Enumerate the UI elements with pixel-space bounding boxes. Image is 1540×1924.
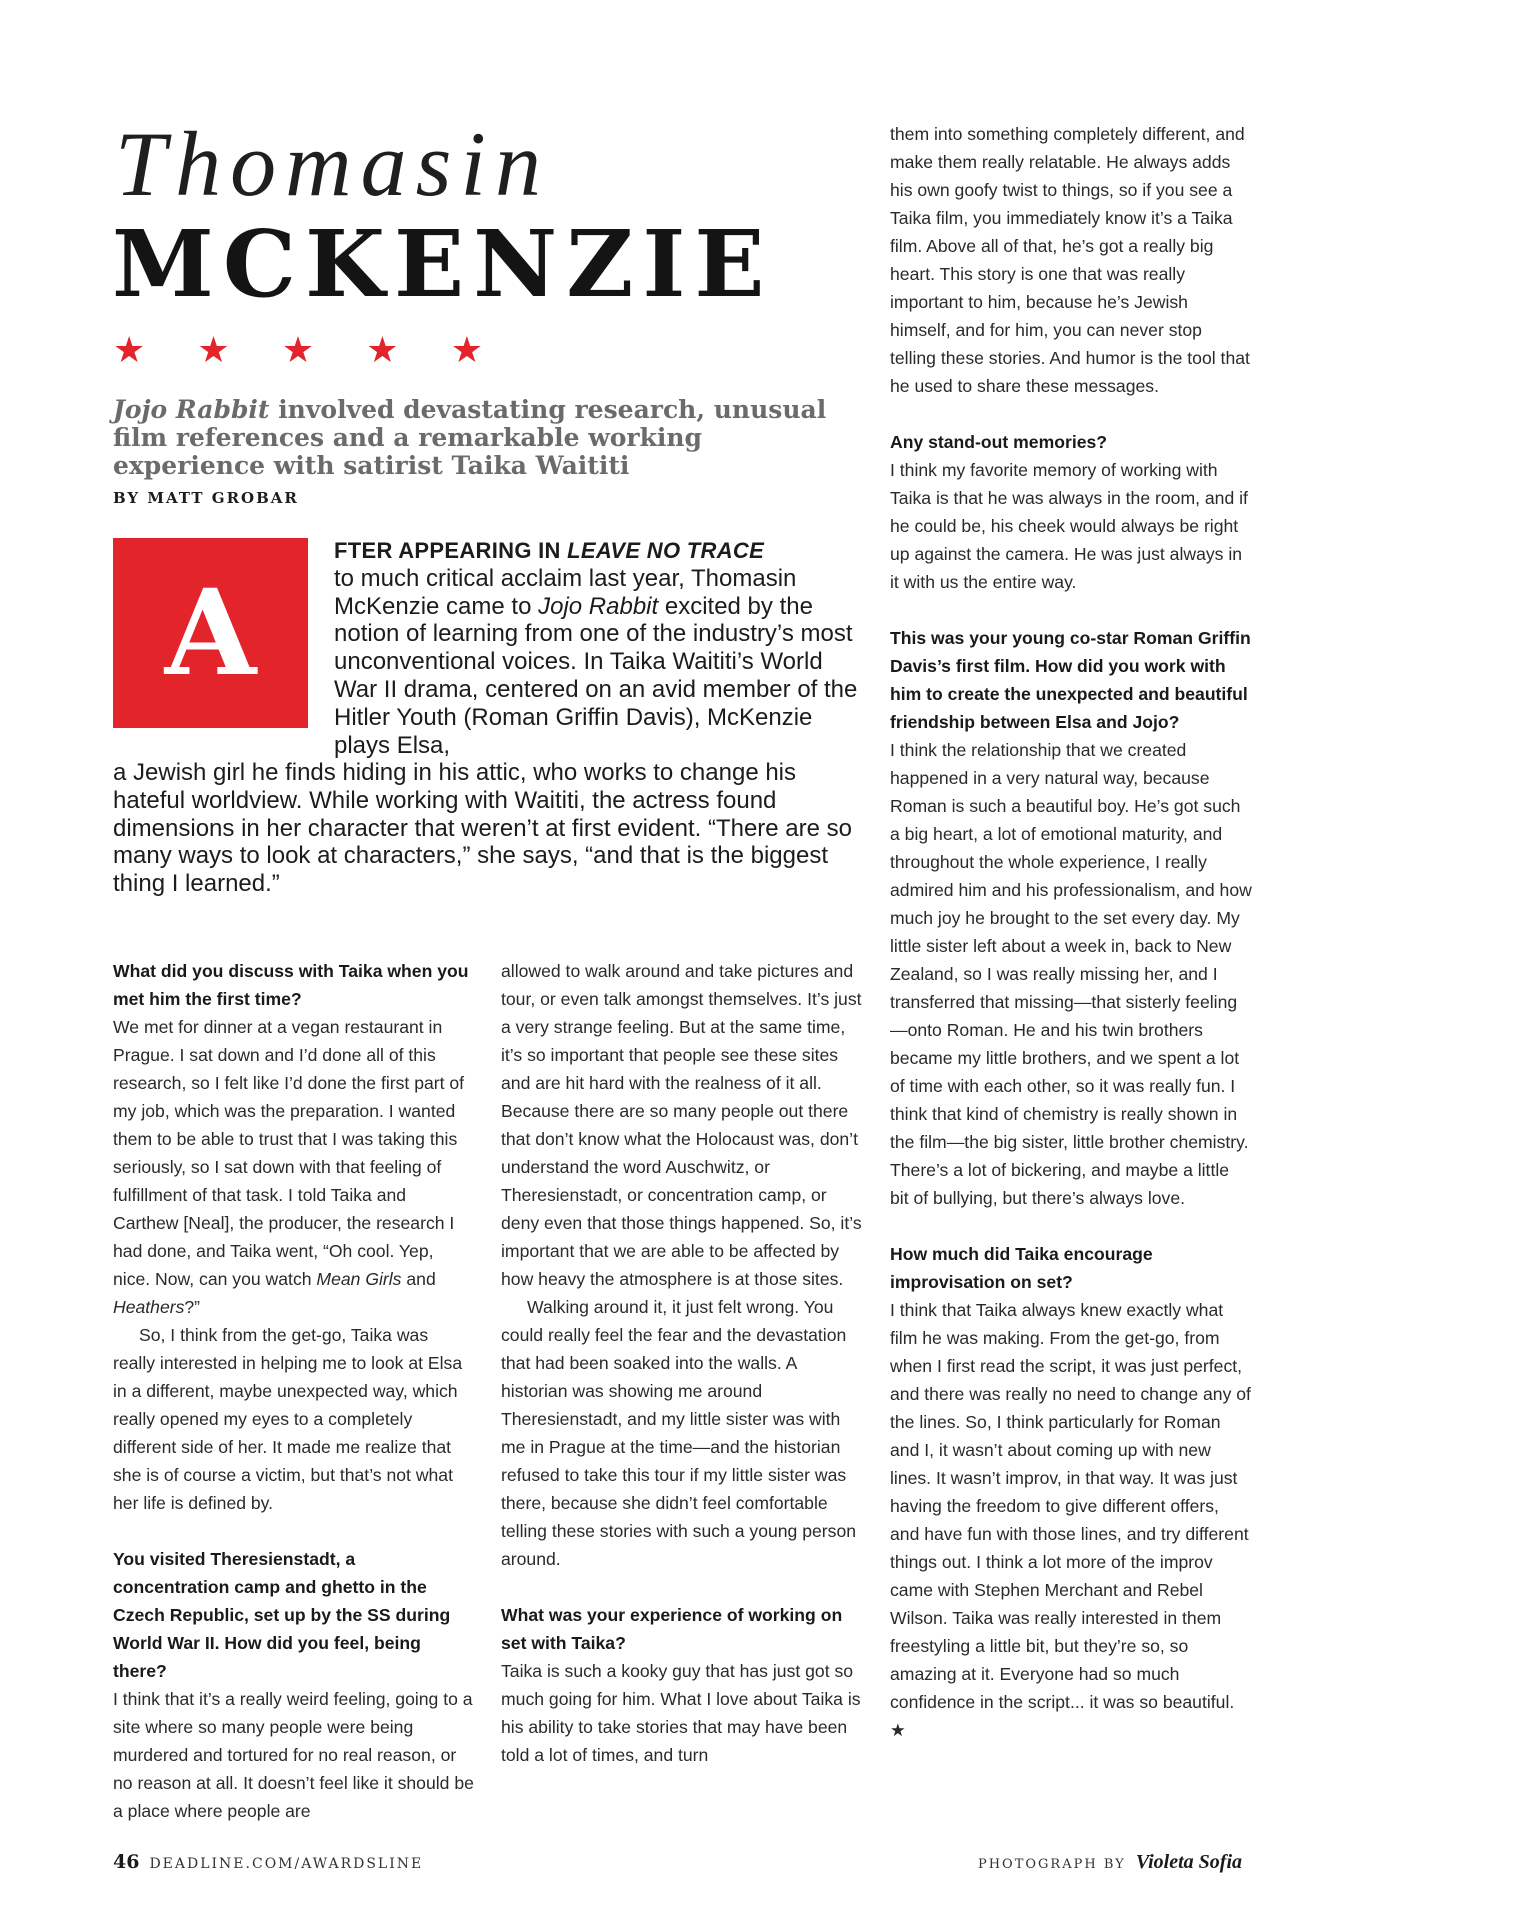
interview-answer: I think the relationship that we created happened in a very natural way, because Roman is such a beautiful boy. He’s got such a big heart, a lot of emotional maturity, and throughout the whole experience, I really admired him and his professionalism, and how much joy he brought to the set every day. My little sister left about a week in, back to New Zealand, so I was really missing her, and I transferred that missing—that sisterly feeling—onto Roman. He and his twin brothers became my little brothers, and we spent a lot of time with each other, so it was really fun. I think that kind of chemistry is really shown in the film—the big sister, little brother chemistry. There’s a lot of bickering, and maybe a little bit of bullying, but there’s always love. xyxy=(890,740,1252,1208)
interview-question: You visited Theresienstadt, a concentration camp and ghetto in the Czech Republic, set up by the SS during World War II. How did you feel, being there? xyxy=(113,1549,451,1681)
interview-answer: Taika is such a kooky guy that has just got so much going for him. What I love about Taika is his ability to take stories that may have been told a lot of times, and turn xyxy=(501,1661,861,1765)
star-icon: ★ xyxy=(281,330,315,371)
intro-film-title: Jojo Rabbit xyxy=(538,592,659,620)
interview-answer: We met for dinner at a vegan restaurant in Prague. I sat down and I’d done all of this research, so I felt like I’d done the first part of my job, which was the preparation. I wanted them to be able to trust that I was taking this seriously, so I sat down with that feeling of fulfillment of that task. I told Taika and Carthew [Neal], the producer, the research I had done, and Taika went, “Oh cool. Yep, nice. Now, can you watch Mean Girls and Heathers?” xyxy=(113,1017,465,1317)
interview-question: What was your experience of working on set with Taika? xyxy=(501,1605,843,1653)
drop-cap-letter: A xyxy=(164,563,257,702)
interview-answer: them into something completely different, and make them really relatable. He always adds his own goofy twist to things, so if you see a Taika film, you immediately know it’s a Taika film. Above all of that, he’s got a really big heart. This story is one that was really important to him, because he’s Jewish himself, and for him, you can never stop telling these stories. And humor is the tool that he used to share these messages. xyxy=(890,124,1250,396)
title-last-name: MCKENZIE xyxy=(112,210,774,318)
interview-answer: allowed to walk around and take pictures and tour, or even talk amongst themselves. It’s just a very strange feeling. But at the same time, it’s so important that people see these sites and are hit hard with the realness of it all. Because there are so many people out there that don’t know what the Holocaust was, don’t understand the word Auschwitz, or Theresienstadt, or concentration camp, or deny even that those things happened. So, it’s important that we are able to be affected by how heavy the atmosphere is at those sites. xyxy=(501,961,862,1289)
intro-paragraph-continued: a Jewish girl he finds hiding in his attic, who works to change his hateful worldview. While working with Waititi, the actress found dimensions in her character that weren’t at first evident. “There are so many ways to look at characters,” she says, “and that is the biggest thing I learned.” xyxy=(113,759,853,898)
interview-answer: I think that it’s a really weird feeling, going to a site where so many people were being murdered and tortured for no real reason, or no reason at all. It doesn’t feel like it should be a place where people are xyxy=(113,1689,474,1821)
photo-credit xyxy=(978,1851,1242,1874)
interview-answer: I think my favorite memory of working with Taika is that he was always in the room, and if he could be, his cheek would always be right up against the camera. He was just always in it with us the entire way. xyxy=(890,460,1248,592)
star-icon: ★ xyxy=(113,330,146,371)
intro-lead-in: FTER APPEARING IN xyxy=(334,538,568,563)
article-column-1 xyxy=(113,957,475,1825)
interview-answer: Walking around it, it just felt wrong. You could really feel the fear and the devastation that had been soaked into the walls. A historian was showing me around Theresienstadt, and my little sister was with me in Prague at the time—and the historian refused to take this tour if my little sister was there, because she didn’t feel comfortable telling these stories with such a young person around. xyxy=(501,1297,857,1569)
photo-credit-label: PHOTOGRAPH BY xyxy=(977,1857,1126,1872)
photographer-name: Violeta Sofia xyxy=(1135,1851,1242,1873)
footer-folio xyxy=(113,1851,423,1873)
drop-cap-box xyxy=(113,538,308,728)
intro-lead-film: LEAVE NO TRACE xyxy=(567,538,765,563)
title-first-name: Thomasin xyxy=(115,113,550,215)
interview-question: This was your young co-star Roman Griffin Davis’s first film. How did you work with him to create the unexpected and beautiful friendship between Elsa and Jojo? xyxy=(890,628,1251,732)
interview-answer: So, I think from the get-go, Taika was really interested in helping me to look at Elsa in a different, maybe unexpected way, which really opened my eyes to a completely different side of her. It made me realize that she is of course a victim, but that’s not what her life is defined by. xyxy=(113,1325,463,1513)
interview-answer: I think that Taika always knew exactly what film he was making. From the get-go, from when I first read the script, it was just perfect, and there was really no need to change any of the lines. So, I think particularly for Roman and I, it wasn’t about coming up with new lines. It wasn’t improv, in that way. It was just having the freedom to give different offers, and have fun with those lines, and try different things out. I think a lot more of the improv came with Stephen Merchant and Rebel Wilson. Taika was really interested in them freestyling a little bit, but they’re so, so amazing at it. Everyone had so much confidence in the script... it was so beautiful. ★ xyxy=(890,1300,1251,1740)
page-number: 46 xyxy=(113,1851,140,1873)
star-icon: ★ xyxy=(197,330,230,371)
byline: BY MATT GROBAR xyxy=(113,489,299,507)
star-icon: ★ xyxy=(366,330,399,371)
article-column-3 xyxy=(890,120,1252,1744)
end-star-icon: ★ xyxy=(890,1720,906,1740)
interview-question: Any stand-out memories? xyxy=(890,432,1108,452)
article-column-2 xyxy=(501,957,863,1769)
interview-question: What did you discuss with Taika when you met him the first time? xyxy=(113,961,469,1009)
deck-subtitle xyxy=(113,396,833,480)
deck-film-title: Jojo Rabbit xyxy=(113,395,270,424)
intro-text: excited by the notion of learning from one of the industry’s most unconventional voices. In Taika Waititi’s World War II drama, centered on an avid member of the Hitler Youth (Roman Griffin Davis), McKenzie plays Elsa, xyxy=(334,592,858,759)
intro-text: to much critical acclaim last year, Thomasin McKenzie came to xyxy=(334,564,797,620)
star-icon: ★ xyxy=(450,330,483,371)
interview-question: How much did Taika encourage improvisation on set? xyxy=(890,1244,1153,1292)
star-row xyxy=(113,330,483,372)
intro-paragraph xyxy=(334,537,864,759)
footer-site: DEADLINE.COM/AWARDSLINE xyxy=(149,1856,424,1872)
deck-text: involved devastating research, unusual film references and a remarkable working experience with satirist Taika Waititi xyxy=(113,395,827,480)
